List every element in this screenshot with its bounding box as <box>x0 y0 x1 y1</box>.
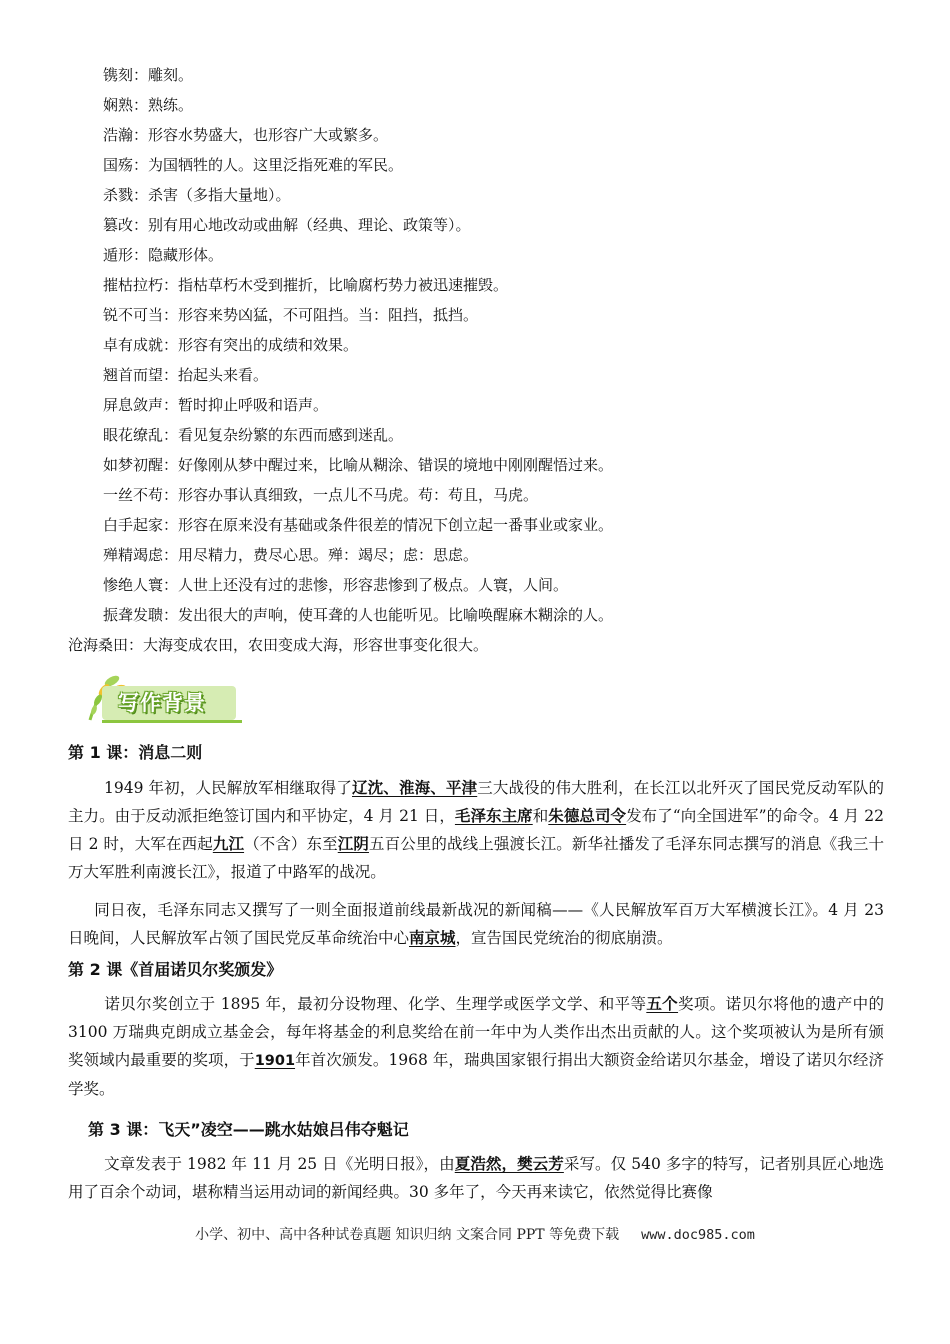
glossary-term: 眼花缭乱： <box>103 426 179 444</box>
glossary-item <box>103 334 358 356</box>
glossary-definition: 别有用心地改动或曲解（经典、理论、政策等）。 <box>148 216 471 234</box>
glossary-item <box>68 634 488 656</box>
glossary-definition: 看见复杂纷繁的东西而感到迷乱。 <box>178 426 404 444</box>
glossary-definition: 为国牺牲的人。这里泛指死难的军民。 <box>148 156 404 174</box>
highlight-term: 毛泽东主席 <box>454 806 533 825</box>
lesson3-paragraph1 <box>68 1150 884 1206</box>
glossary-definition: 形容有突出的成绩和效果。 <box>178 336 359 354</box>
lesson1-paragraph2 <box>68 896 884 952</box>
glossary-item <box>103 514 613 536</box>
glossary-term: 杀戮： <box>103 186 149 204</box>
glossary-definition: 形容水势盛大，也形容广大或繁多。 <box>148 126 389 144</box>
glossary-item <box>103 124 388 146</box>
glossary-definition: 用尽精力，费尽心思。殚：竭尽；虑：思虑。 <box>178 546 479 564</box>
glossary-definition: 形容在原来没有基础或条件很差的情况下创立起一番事业或家业。 <box>178 516 614 534</box>
highlight-term: 九江 <box>212 834 245 853</box>
glossary-term: 振聋发聩： <box>103 606 179 624</box>
glossary-item <box>103 304 478 326</box>
text-run: 五百公里的战线上强渡长江。新华社播发了毛泽东同志撰写的消息《我三十万大军胜利南渡长江》，报道了中路军的战况。 <box>68 835 884 881</box>
glossary-definition: 雕刻。 <box>148 66 194 84</box>
highlight-year: 1901 <box>254 1053 296 1069</box>
highlight-term: 五个 <box>646 994 679 1013</box>
banner-title: 写作背景 <box>118 691 206 715</box>
text-run: 诺贝尔奖创立于 1895 年，最初分设物理、化学、生理学或医学文学、和平等 <box>104 995 647 1013</box>
text-run: 发布了“向全国进军”的命令。4 月 22 日 2 时，大军在西起 <box>68 807 884 853</box>
glossary-definition: 指枯草朽木受到摧折，比喻腐朽势力被迅速摧毁。 <box>178 276 509 294</box>
glossary-item <box>103 154 403 176</box>
glossary-item <box>103 214 471 236</box>
footer-text: 小学、初中、高中各种试卷真题 知识归纳 文案合同 PPT 等免费下载 <box>195 1227 620 1243</box>
lesson1-heading: 第 1 课：消息二则 <box>68 743 203 762</box>
glossary-item <box>103 394 328 416</box>
lesson1-paragraph1 <box>68 774 884 886</box>
glossary-term: 白手起家： <box>103 516 179 534</box>
highlight-term: 夏浩然，樊云芳 <box>454 1154 564 1173</box>
glossary-term: 一丝不苟： <box>103 486 179 504</box>
glossary-term: 镌刻： <box>103 66 149 84</box>
glossary-term: 锐不可当： <box>103 306 179 324</box>
lesson2-paragraph1 <box>68 990 884 1103</box>
glossary-definition: 形容来势凶猛，不可阻挡。当：阻挡，抵挡。 <box>178 306 479 324</box>
glossary-item <box>103 94 193 116</box>
glossary-definition: 杀害（多指大量地）。 <box>148 186 291 204</box>
glossary-item <box>103 244 223 266</box>
lesson3-heading: 第 3 课：飞天”凌空——跳水姑娘吕伟夺魁记 <box>88 1120 409 1139</box>
glossary-definition: 熟练。 <box>148 96 194 114</box>
glossary-term: 惨绝人寰： <box>103 576 179 594</box>
glossary-item <box>103 274 508 296</box>
glossary-term: 国殇： <box>103 156 149 174</box>
glossary-definition: 隐藏形体。 <box>148 246 224 264</box>
highlight-term: 江阴 <box>337 834 369 853</box>
glossary-definition: 发出很大的声响，使耳聋的人也能听见。比喻唤醒麻木糊涂的人。 <box>178 606 614 624</box>
highlight-term: 朱德总司令 <box>548 806 627 825</box>
glossary-item <box>103 424 403 446</box>
glossary-definition: 好像刚从梦中醒过来，比喻从糊涂、错误的境地中刚刚醒悟过来。 <box>178 456 614 474</box>
highlight-term: 辽沈、淮海、平津 <box>352 778 478 797</box>
text-run: 1949 年初，人民解放军相继取得了 <box>104 779 352 797</box>
glossary-item <box>103 544 478 566</box>
text-run: 采写。仅 540 多字的特写，记者别具匠心地选用了百余个动词，堪称精当运用动词的新闻经典。30 多年了，今天再来读它，依然觉得比赛像 <box>68 1155 884 1201</box>
glossary-definition: 暂时抑止呼吸和语声。 <box>178 396 329 414</box>
glossary-definition: 抬起头来看。 <box>178 366 269 384</box>
text-run: 和 <box>532 807 549 825</box>
glossary-term: 遁形： <box>103 246 149 264</box>
glossary-term: 卓有成就： <box>103 336 179 354</box>
glossary-term: 如梦初醒： <box>103 456 179 474</box>
text-run: 年首次颁发。1968 年，瑞典国家银行捐出大额资金给诺贝尔基金，增设了诺贝尔经济学奖。 <box>68 1051 884 1098</box>
glossary-item <box>103 64 193 86</box>
glossary-item <box>103 484 538 506</box>
footer-site-link[interactable]: www.doc985.com <box>641 1227 755 1243</box>
glossary-term: 摧枯拉朽： <box>103 276 179 294</box>
glossary-term: 浩瀚： <box>103 126 149 144</box>
text-run: 奖项。诺贝尔将他的遗产中的 3100 万瑞典克朗成立基金会，每年将基金的利息奖给在前一年中为人类作出杰出贡献的人。这个奖项被认为是所有颁奖领域内最重要的奖项，于 <box>68 995 884 1069</box>
glossary-term: 沧海桑田： <box>68 636 144 654</box>
lesson2-heading: 第 2 课《首届诺贝尔奖颁发》 <box>68 960 283 979</box>
glossary-term: 娴熟： <box>103 96 149 114</box>
text-run: 三大战役的伟大胜利，在长江以北歼灭了国民党反动军队的主力。由于反动派拒绝签订国内和平协定，4 月 21 日， <box>68 779 884 825</box>
glossary-definition: 大海变成农田，农田变成大海，形容世事变化很大。 <box>143 636 489 654</box>
glossary-term: 篡改： <box>103 216 149 234</box>
highlight-term: 南京城 <box>409 928 456 947</box>
glossary-item <box>103 454 613 476</box>
text-run: 同日夜，毛泽东同志又撰写了一则全面报道前线最新战况的新闻稿——《人民解放军百万大军横渡长江》。4 月 23 日晚间，人民解放军占领了国民党反革命统治中心 <box>68 901 884 947</box>
glossary-item <box>103 364 268 386</box>
page-footer <box>0 1225 950 1245</box>
banner-underline <box>102 720 242 723</box>
glossary-term: 屏息敛声： <box>103 396 179 414</box>
glossary-item <box>103 574 568 596</box>
text-run: ，宣告国民党统治的彻底崩溃。 <box>455 929 673 947</box>
glossary-definition: 人世上还没有过的悲惨，形容悲惨到了极点。人寰，人间。 <box>178 576 569 594</box>
glossary-term: 殚精竭虑： <box>103 546 179 564</box>
text-run: （不含）东至 <box>244 835 338 853</box>
section-banner <box>80 672 240 724</box>
glossary-item <box>103 184 291 206</box>
glossary-term: 翘首而望： <box>103 366 179 384</box>
text-run: 文章发表于 1982 年 11 月 25 日《光明日报》，由 <box>104 1155 455 1173</box>
glossary-definition: 形容办事认真细致，一点儿不马虎。苟：苟且，马虎。 <box>178 486 539 504</box>
glossary-item <box>103 604 613 626</box>
